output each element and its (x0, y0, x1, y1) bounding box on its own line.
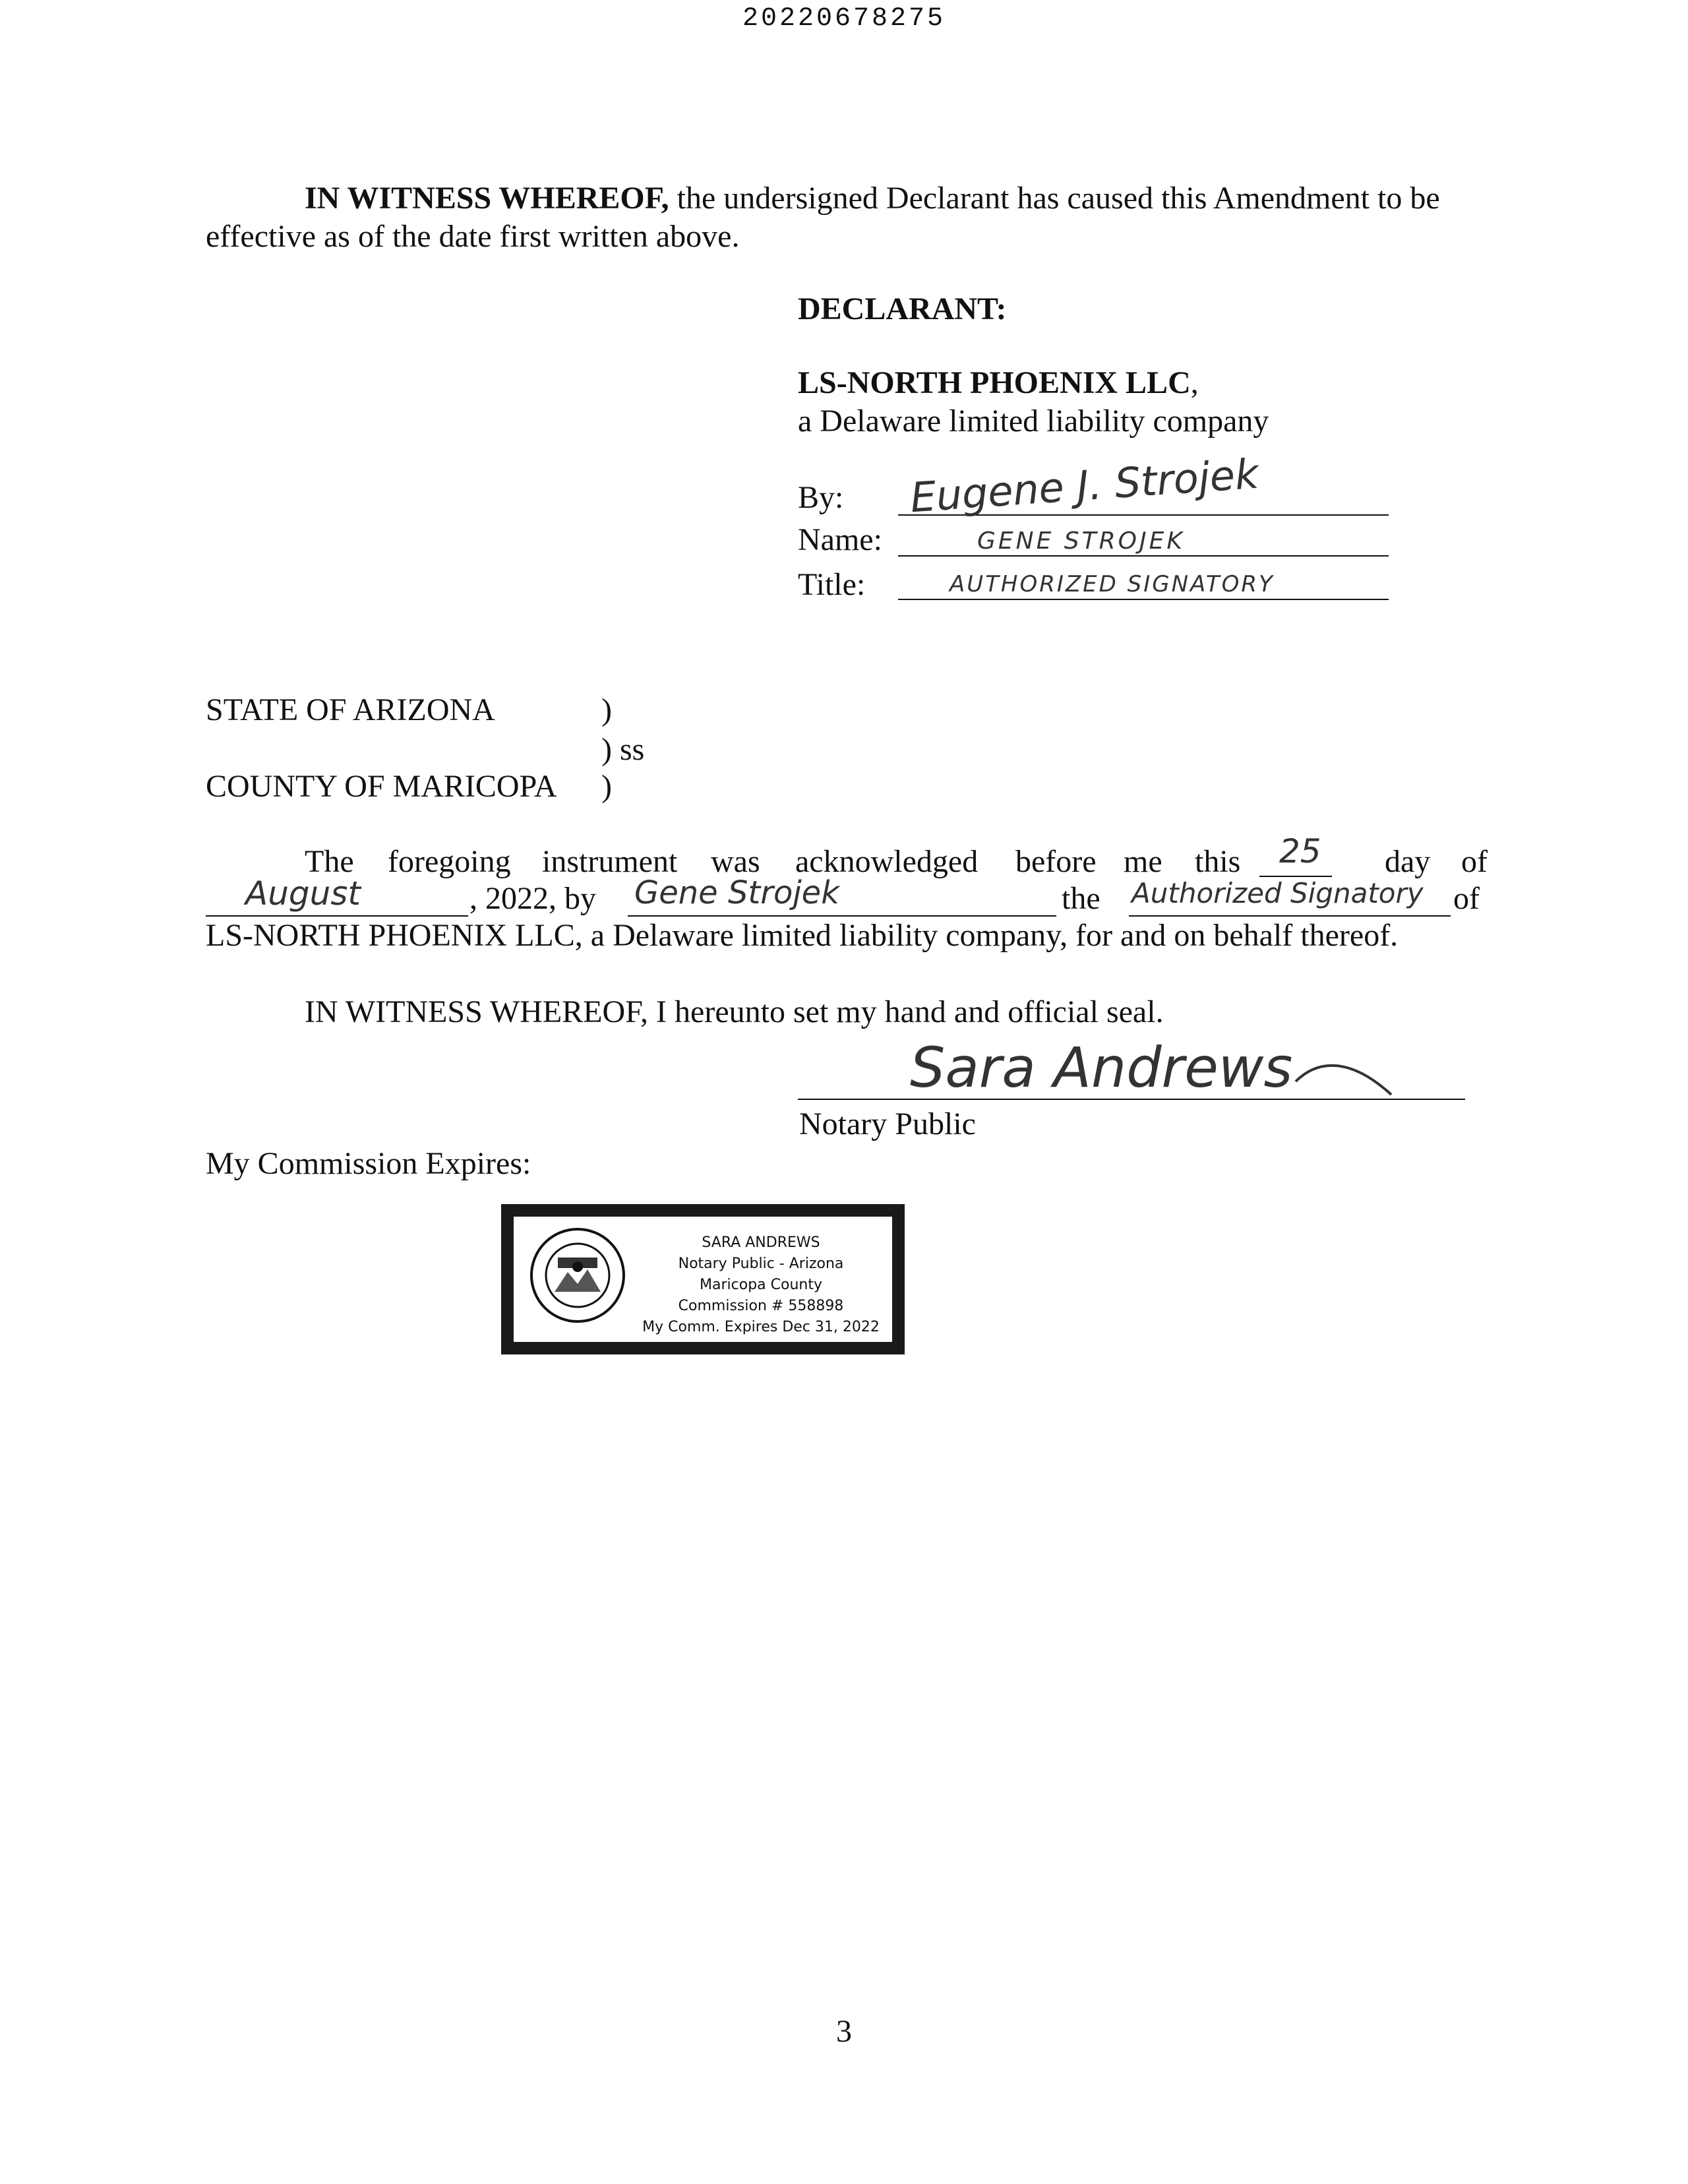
declarant-company: LS-NORTH PHOENIX LLC, (798, 365, 1199, 400)
signature-flourish (1292, 1055, 1398, 1101)
ack-word: acknowledged (795, 844, 979, 879)
stamp-expires: My Comm. Expires Dec 31, 2022 (642, 1319, 880, 1335)
venue-ss: ) ss (601, 732, 645, 767)
ack-word: foregoing (388, 844, 511, 879)
declarant-company-desc: a Delaware limited liability company (798, 404, 1269, 439)
month-value: August (245, 874, 361, 913)
venue-county: COUNTY OF MARICOPA (206, 769, 557, 804)
ack-word: was (711, 844, 760, 879)
declarant-heading: DECLARANT: (798, 291, 1007, 326)
ack-word: this (1195, 844, 1241, 879)
stamp-commission: Commission # 558898 (678, 1298, 844, 1314)
name-line (898, 555, 1389, 557)
witness-rest: the undersigned Declarant has caused this Amendment to be (677, 181, 1440, 216)
venue-paren-1: ) (601, 692, 612, 727)
ack-word: me (1124, 844, 1162, 879)
stamp-title: Notary Public - Arizona (678, 1256, 844, 1272)
notary-stamp (501, 1204, 905, 1354)
ack-of: of (1453, 881, 1480, 916)
ack-line-3: LS-NORTH PHOENIX LLC, a Delaware limited liability company, for and on behalf thereof. (206, 918, 1399, 953)
notary-signature: Sara Andrews (910, 1035, 1293, 1100)
ack-word: of (1461, 844, 1488, 879)
capacity-value: Authorized Signatory (1131, 877, 1424, 909)
person-value: Gene Strojek (634, 874, 839, 911)
declarant-signature: Eugene J. Strojek (909, 449, 1261, 522)
commission-label: My Commission Expires: (206, 1146, 531, 1181)
ack-word: before (1015, 844, 1097, 879)
witness-line-2: effective as of the date first written above. (206, 219, 740, 254)
stamp-text (639, 1232, 883, 1338)
stamp-county: Maricopa County (700, 1277, 822, 1293)
notary-signature-line (798, 1099, 1465, 1100)
ack-word: day (1385, 844, 1431, 879)
notary-stamp-inner (512, 1215, 894, 1344)
stamp-name: SARA ANDREWS (702, 1234, 820, 1251)
venue-state: STATE OF ARIZONA (206, 692, 495, 727)
ack-word: instrument (542, 844, 678, 879)
notary-witness: IN WITNESS WHEREOF, I hereunto set my hand and official seal. (305, 994, 1164, 1029)
title-line (898, 599, 1389, 600)
notary-label: Notary Public (799, 1107, 976, 1141)
venue-paren-2: ) (601, 769, 612, 804)
witness-lead: IN WITNESS WHEREOF, (305, 181, 669, 216)
page-number: 3 (836, 2014, 852, 2049)
title-value: AUTHORIZED SIGNATORY (950, 571, 1275, 597)
by-label: By: (798, 480, 844, 515)
ack-word: The (305, 844, 354, 879)
name-value: GENE STROJEK (977, 528, 1185, 555)
day-value: 25 (1279, 832, 1321, 870)
document-number: 20220678275 (742, 4, 946, 34)
arizona-seal-icon (528, 1226, 627, 1325)
ack-the: the (1062, 881, 1100, 916)
name-label: Name: (798, 522, 882, 557)
witness-line-1 (305, 179, 1492, 218)
title-label: Title: (798, 567, 866, 602)
year-by: , 2022, by (469, 881, 596, 916)
